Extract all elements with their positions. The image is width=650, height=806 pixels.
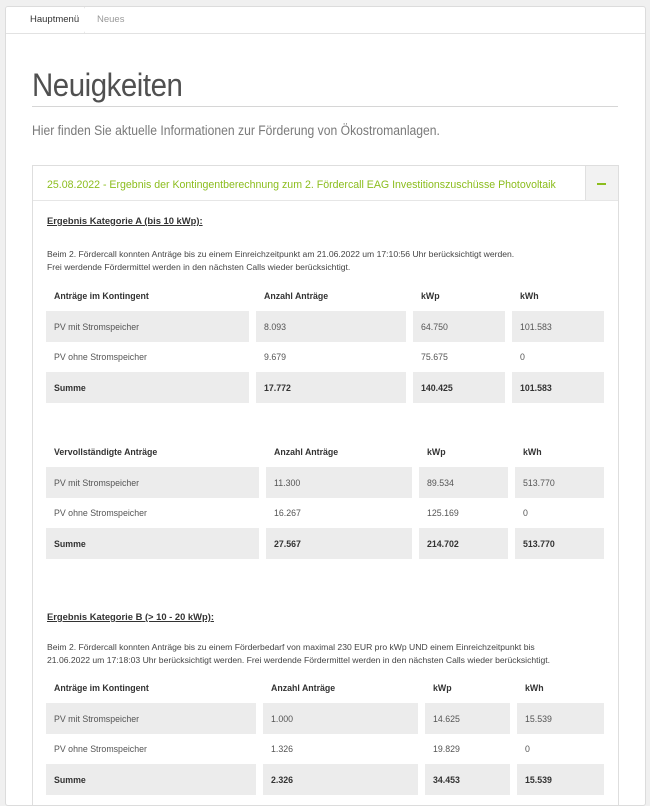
table-cell: 19.829 xyxy=(433,744,460,754)
table-header: kWp xyxy=(421,291,440,301)
table-cell: PV ohne Stromspeicher xyxy=(54,744,147,754)
table-cell: 2.326 xyxy=(271,775,294,785)
table-header: Anzahl Anträge xyxy=(274,447,339,457)
table-cell: 11.300 xyxy=(274,478,301,488)
table-cell: 8.093 xyxy=(264,322,287,332)
table-cell: 14.625 xyxy=(433,714,460,724)
table-cell: 0 xyxy=(523,508,528,518)
collapse-toggle-button[interactable] xyxy=(585,166,618,200)
page-title: Neuigkeiten xyxy=(32,67,183,103)
table-cell: 9.679 xyxy=(264,352,287,362)
table-cell: PV mit Stromspeicher xyxy=(54,478,140,488)
table-cell: 89.534 xyxy=(427,478,454,488)
table-cell: 16.267 xyxy=(274,508,301,518)
table-header: Anzahl Anträge xyxy=(264,291,329,301)
table-cell: 75.675 xyxy=(421,352,448,362)
table-cell: 214.702 xyxy=(427,539,459,549)
table-cell: 1.326 xyxy=(271,744,294,754)
news-accordion xyxy=(32,165,619,806)
table-header: Vervollständigte Anträge xyxy=(54,447,158,457)
section-b-heading: Ergebnis Kategorie B (> 10 - 20 kWp): xyxy=(47,611,214,622)
table-cell: 64.750 xyxy=(421,322,448,332)
section-a-text-line2: Frei werdende Fördermittel werden in den nächsten Calls wieder berücksichtigt. xyxy=(47,262,351,272)
table-cell: 0 xyxy=(520,352,525,362)
page-intro: Hier finden Sie aktuelle Informationen zur Förderung von Ökostromanlagen. xyxy=(32,123,440,138)
table-cell: PV ohne Stromspeicher xyxy=(54,508,147,518)
table-cell: 15.539 xyxy=(525,775,552,785)
table-cell: PV mit Stromspeicher xyxy=(54,714,140,724)
section-b-text-line1: Beim 2. Fördercall konnten Anträge bis zu einem Förderbedarf von maximal 230 EUR pro kWp UND einem Einreichzeitpunkt bis xyxy=(47,642,535,652)
table-cell: PV mit Stromspeicher xyxy=(54,322,140,332)
table-cell: PV ohne Stromspeicher xyxy=(54,352,147,362)
table-header: kWh xyxy=(520,291,539,301)
section-a-text-line1: Beim 2. Fördercall konnten Anträge bis zu einem Einreichzeitpunkt am 21.06.2022 um 17:10:56 Uhr berücksichtigt werden. xyxy=(47,249,515,259)
table-cell: 15.539 xyxy=(525,714,552,724)
table-cell: Summe xyxy=(54,383,86,393)
table-cell: 513.770 xyxy=(523,478,555,488)
news-item-header[interactable] xyxy=(33,166,618,201)
table-cell: 101.583 xyxy=(520,322,552,332)
table-cell: 125.169 xyxy=(427,508,459,518)
minus-icon xyxy=(597,183,606,185)
table-header: kWh xyxy=(525,683,544,693)
table-header: Anträge im Kontingent xyxy=(54,291,149,301)
table-header: kWh xyxy=(523,447,542,457)
table-cell: 513.770 xyxy=(523,539,555,549)
table-cell: 101.583 xyxy=(520,383,552,393)
table-header: Anzahl Anträge xyxy=(271,683,336,693)
content-frame xyxy=(5,6,646,806)
news-item-title[interactable]: 25.08.2022 - Ergebnis der Kontingentberechnung zum 2. Fördercall EAG Investitionszuschüsse Photovoltaik xyxy=(47,179,556,191)
table-header: kWp xyxy=(433,683,452,693)
breadcrumb xyxy=(6,7,645,34)
table-cell: 140.425 xyxy=(421,383,453,393)
breadcrumb-home-link[interactable]: Hauptmenü xyxy=(6,7,85,33)
table-cell: 0 xyxy=(525,744,530,754)
table-header: Anträge im Kontingent xyxy=(54,683,149,693)
section-a-heading: Ergebnis Kategorie A (bis 10 kWp): xyxy=(47,215,203,226)
table-header: kWp xyxy=(427,447,446,457)
table-cell: 27.567 xyxy=(274,539,301,549)
section-b-text-line2: 21.06.2022 um 17:18:03 Uhr berücksichtigt werden. Frei werdende Fördermittel werden in den nächsten Calls wieder berücksichtigt. xyxy=(47,655,550,665)
table-cell: Summe xyxy=(54,539,86,549)
table-cell: 1.000 xyxy=(271,714,294,724)
title-divider xyxy=(32,106,618,107)
table-cell: 34.453 xyxy=(433,775,460,785)
table-cell: Summe xyxy=(54,775,86,785)
table-cell: 17.772 xyxy=(264,383,291,393)
breadcrumb-current: Neues xyxy=(97,14,125,25)
